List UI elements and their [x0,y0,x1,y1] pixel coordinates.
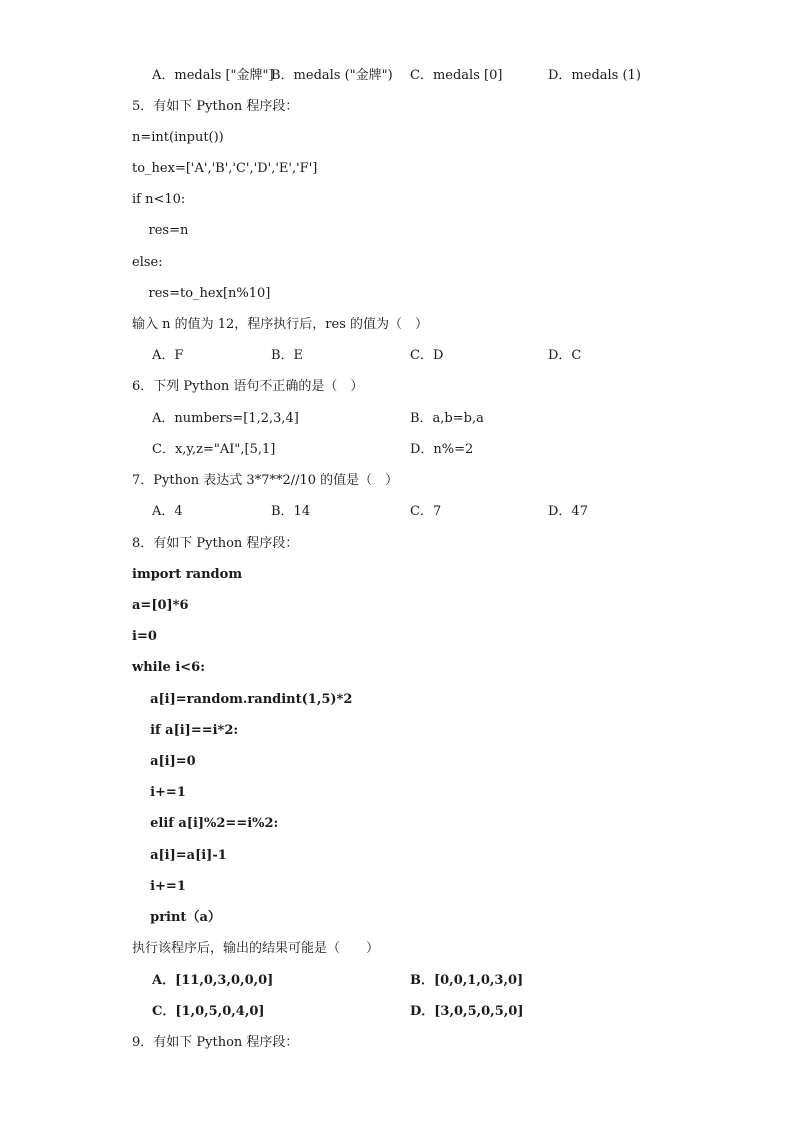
q8-code-line: if a[i]==i*2: [132,723,239,738]
q6-option-d: D．n%=2 [410,442,474,457]
q6-title: 6．下列 Python 语句不正确的是（ ） [132,379,364,394]
q7-option-a: A．4 [152,504,183,519]
q8-code-line: import random [132,567,243,582]
q6-option-c: C．x,y,z="AI",[5,1] [152,442,276,457]
q8-code-line: i+=1 [132,879,186,894]
q7-option-d: D．47 [548,504,588,519]
q5-option-c: C．D [410,348,444,363]
q6-option-b: B．a,b=b,a [410,411,484,426]
q8-code-line: a[i]=0 [132,754,196,769]
q8-code-line: a=[0]*6 [132,598,189,613]
q6-option-a: A．numbers=[1,2,3,4] [152,411,299,426]
q5-option-a: A．F [152,348,184,363]
q5-option-b: B．E [271,348,304,363]
q7-option-c: C．7 [410,504,442,519]
q8-code-line: a[i]=a[i]-1 [132,848,227,863]
q5-code-line: else: [132,255,163,270]
q8-code-line: i=0 [132,629,157,644]
q5-code-line: n=int(input()) [132,130,224,145]
q8-option-c: C．[1,0,5,0,4,0] [152,1004,265,1019]
q8-code-line: while i<6: [132,660,205,675]
q8-code-line: print（a） [132,910,221,925]
q8-option-d: D．[3,0,5,0,5,0] [410,1004,524,1019]
q9-title: 9．有如下 Python 程序段： [132,1035,299,1050]
q5-code-line: res=to_hex[n%10] [132,286,271,301]
q5-code-line: res=n [132,223,189,238]
q5-code-line: if n<10: [132,192,186,207]
q5-question: 输入 n 的值为 12，程序执行后，res 的值为（ ） [132,317,429,332]
q8-option-a: A．[11,0,3,0,0,0] [152,973,274,988]
q4-option-d: D．medals (1) [548,68,641,83]
q7-option-b: B．14 [271,504,311,519]
q5-code-line: to_hex=['A','B','C','D','E','F'] [132,161,318,176]
q8-code-line: i+=1 [132,785,186,800]
q7-title: 7．Python 表达式 3*7**2//10 的值是（ ） [132,473,399,488]
q5-title: 5．有如下 Python 程序段： [132,99,299,114]
q8-option-b: B．[0,0,1,0,3,0] [410,973,524,988]
q8-code-line: a[i]=random.randint(1,5)*2 [132,692,353,707]
q4-option-c: C．medals [0] [410,68,503,83]
q8-code-line: elif a[i]%2==i%2: [132,816,279,831]
q4-option-a: A．medals ["金牌"] [152,68,274,83]
q8-question: 执行该程序后，输出的结果可能是（ ） [132,941,380,956]
q5-option-d: D．C [548,348,582,363]
q8-title: 8．有如下 Python 程序段： [132,536,299,551]
q4-option-b: B．medals ("金牌") [271,68,393,83]
